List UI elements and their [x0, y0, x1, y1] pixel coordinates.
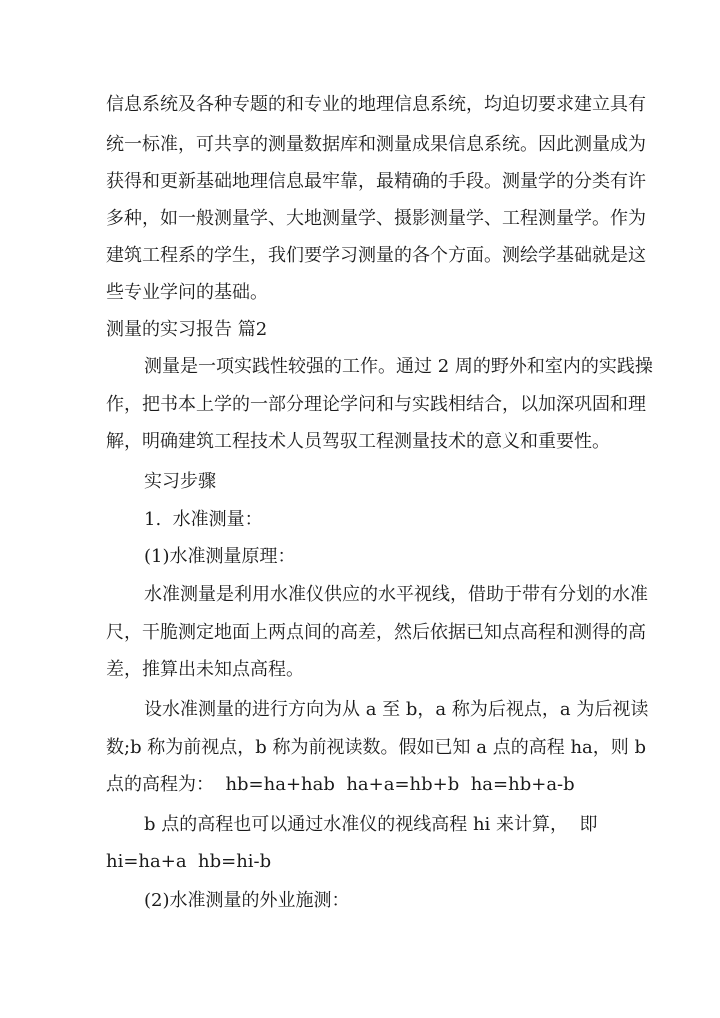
paragraph-line: 多种，如一般测量学、大地测量学、摄影测量学、工程测量学。作为: [106, 208, 646, 229]
paragraph-line: 点的高程为： hb=ha+hab ha+a=hb+b ha=hb+a-b: [106, 774, 575, 795]
paragraph-line: 信息系统及各种专题的和专业的地理信息系统，均迫切要求建立具有: [106, 94, 646, 115]
paragraph-line: 差，推算出未知点高程。: [106, 659, 304, 680]
sub-heading: (2)水准测量的外业施测：: [144, 890, 350, 911]
paragraph-line: hi=ha+a hb=hi-b: [106, 851, 272, 872]
paragraph-line: 建筑工程系的学生，我们要学习测量的各个方面。测绘学基础就是这: [106, 245, 646, 266]
paragraph-line: 获得和更新基础地理信息最牢靠，最精确的手段。测量学的分类有许: [106, 171, 646, 192]
paragraph-line: b 点的高程也可以通过水准仪的视线高程 hi 来计算， 即: [144, 814, 598, 835]
step-heading: 1. 水准测量：: [144, 509, 263, 530]
sub-heading: (1)水准测量原理：: [144, 546, 296, 567]
paragraph-line: 作，把书本上学的一部分理论学问和与实践相结合，以加深巩固和理: [106, 394, 646, 415]
paragraph-line: 水准测量是利用水准仪供应的水平视线，借助于带有分划的水准: [144, 584, 648, 605]
paragraph-line: 解，明确建筑工程技术人员驾驭工程测量技术的意义和重要性。: [106, 431, 610, 452]
paragraph-line: 尺，干脆测定地面上两点间的高差，然后依据已知点高程和测得的高: [106, 622, 646, 643]
paragraph-line: 设水准测量的进行方向为从 a 至 b，a 称为后视点，a 为后视读: [144, 699, 649, 720]
paragraph-line: 数;b 称为前视点，b 称为前视读数。假如已知 a 点的高程 ha，则 b: [106, 737, 647, 758]
paragraph-line: 些专业学问的基础。: [106, 282, 268, 303]
section-heading: 测量的实习报告 篇2: [106, 319, 268, 340]
steps-label: 实习步骤: [144, 471, 216, 492]
paragraph-line: 统一标准，可共享的测量数据库和测量成果信息系统。因此测量成为: [106, 134, 646, 155]
paragraph-line: 测量是一项实践性较强的工作。通过 2 周的野外和室内的实践操: [144, 356, 653, 377]
